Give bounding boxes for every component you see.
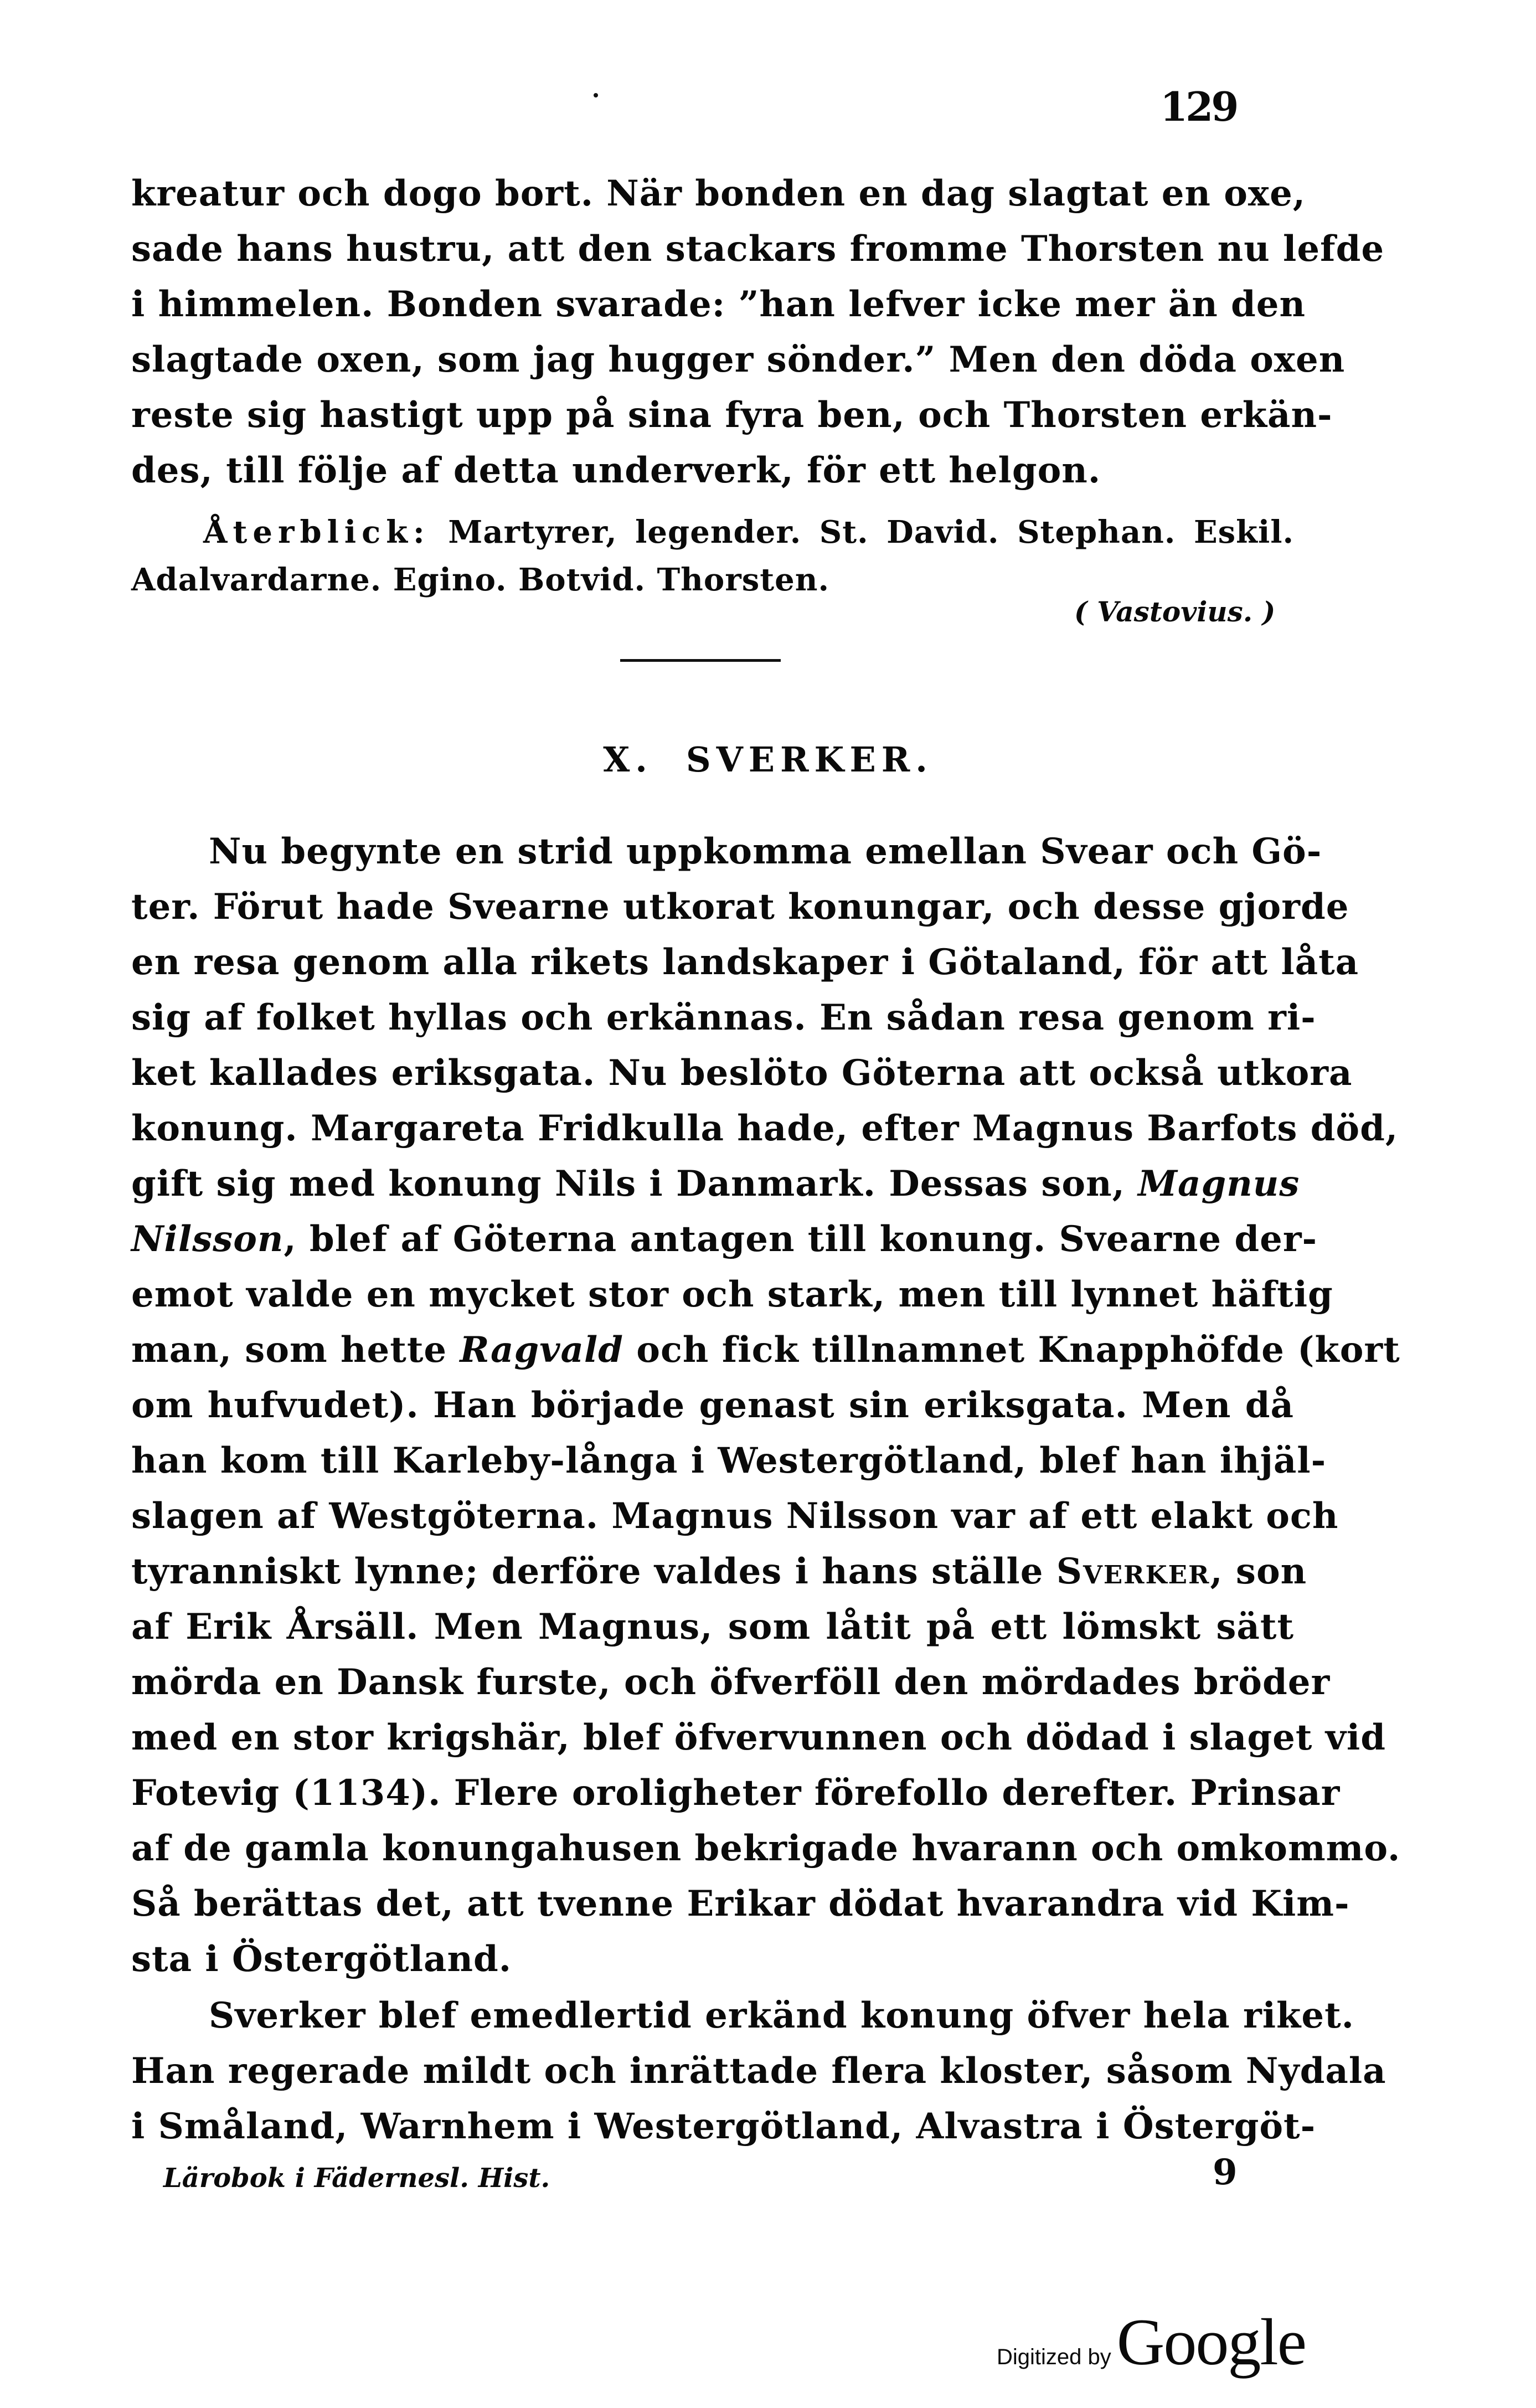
google-logo: Google	[1116, 2305, 1306, 2379]
text-line: sade hans hustru, att den stackars fromme Thorsten nu lefde	[131, 228, 1385, 270]
chapter-title	[0, 739, 1536, 780]
text-line: en resa genom alla rikets landskaper i Götaland, för att låta	[131, 941, 1359, 983]
text-line: Nu begynte en strid uppkomma emellan Svear och Gö-	[209, 831, 1322, 872]
watermark-prefix: Digitized by	[997, 2345, 1111, 2369]
text-line: i himmelen. Bonden svarade: ”han lefver icke mer än den	[131, 284, 1306, 325]
text-line: slagtade oxen, som jag hugger sönder.” Men den döda oxen	[131, 339, 1346, 380]
page-number: 129	[1160, 83, 1237, 130]
text-line	[131, 1323, 1400, 1378]
text-line: reste sig hastigt upp på sina fyra ben, och Thorsten erkän-	[131, 394, 1333, 436]
text-line: ket kallades eriksgata. Nu beslöto Göterna att också utkora	[131, 1052, 1353, 1094]
text-run: man, som hette	[131, 1329, 460, 1371]
text-line: Så berättas det, att tvenne Erikar dödat hvarandra vid Kim-	[131, 1883, 1350, 1925]
chapter-paragraph-2	[131, 1988, 1386, 2154]
text-run: , son	[1210, 1551, 1307, 1592]
text-line: mörda en Dansk furste, och öfverföll den mördades bröder	[131, 1661, 1331, 1703]
recap-items: Martyrer, legender. St. David. Stephan. Eskil.	[448, 514, 1295, 550]
text-run: och fick tillnamnet Knapphöfde (kort	[623, 1329, 1400, 1371]
text-line: Sverker blef emedlertid erkänd konung öfver hela riket.	[209, 1995, 1354, 2036]
text-line: des, till följe af detta underverk, för ett helgon.	[131, 450, 1101, 491]
text-line	[131, 1212, 1318, 1267]
text-run: gift sig med konung Nils i Danmark. Dessas son,	[131, 1163, 1138, 1205]
digitized-by-google-watermark	[997, 2304, 1306, 2380]
recap-label: Återblick:	[203, 514, 430, 550]
text-line: af Erik Årsäll. Men Magnus, som låtit på ett lömskt sätt	[131, 1606, 1294, 1648]
chapter-numeral: X.	[603, 739, 653, 780]
text-line: om hufvudet). Han började genast sin eriksgata. Men då	[131, 1385, 1294, 1426]
text-line: Fotevig (1134). Flere oroligheter förefollo derefter. Prinsar	[131, 1772, 1341, 1814]
text-line: han kom till Karleby-långa i Westergötland, blef han ihjäl-	[131, 1440, 1327, 1481]
text-line: i Småland, Warnhem i Westergötland, Alvastra i Östergöt-	[131, 2106, 1316, 2147]
recap-line-1	[131, 508, 1294, 556]
text-line: ter. Förut hade Svearne utkorat konungar, och desse gjorde	[131, 886, 1349, 928]
signature-mark: 9	[1213, 2152, 1238, 2193]
text-line: slagen af Westgöterna. Magnus Nilsson var af ett elakt och	[131, 1495, 1339, 1537]
text-line: konung. Margareta Fridkulla hade, efter Magnus Barfots död,	[131, 1108, 1399, 1149]
text-line: med en stor krigshär, blef öfvervunnen och dödad i slaget vid	[131, 1717, 1386, 1758]
italic-name: Magnus	[1138, 1163, 1300, 1205]
speck	[594, 93, 598, 97]
text-line	[131, 1544, 1307, 1599]
recap-section	[131, 508, 1294, 604]
smallcaps-name: Sverker	[1056, 1551, 1210, 1592]
text-line: sta i Östergötland.	[131, 1938, 512, 1980]
chapter-paragraph-1	[131, 824, 1401, 1987]
opening-paragraph	[131, 166, 1385, 498]
italic-name: Nilsson	[131, 1218, 284, 1260]
text-line: sig af folket hyllas och erkännas. En sådan resa genom ri-	[131, 997, 1316, 1038]
text-line: Han regerade mildt och inrättade flera kloster, såsom Nydala	[131, 2050, 1386, 2092]
text-line	[131, 1156, 1300, 1212]
text-run: tyranniskt lynne; derföre valdes i hans ställe	[131, 1551, 1056, 1592]
text-line: af de gamla konungahusen bekrigade hvarann och omkommo.	[131, 1828, 1401, 1869]
chapter-name: SVERKER.	[685, 739, 933, 780]
text-run: , blef af Göterna antagen till konung. Svearne der-	[284, 1218, 1318, 1260]
recap-line-2: Adalvardarne. Egino. Botvid. Thorsten.	[131, 562, 829, 598]
text-line: emot valde en mycket stor och stark, men till lynnet häftig	[131, 1274, 1333, 1315]
section-divider	[620, 659, 781, 662]
running-footer-title: Lärobok i Fädernesl. Hist.	[163, 2163, 550, 2194]
text-line: kreatur och dogo bort. När bonden en dag slagtat en oxe,	[131, 173, 1306, 214]
source-citation: ( Vastovius. )	[1074, 595, 1276, 628]
italic-name: Ragvald	[460, 1329, 623, 1371]
